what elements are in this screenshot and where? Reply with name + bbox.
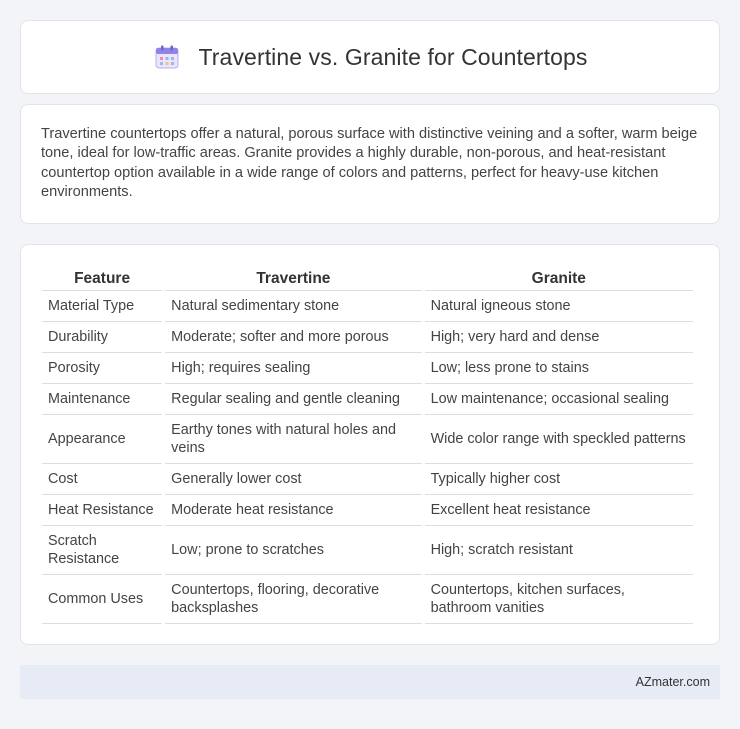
feature-cell: Common Uses — [42, 575, 162, 624]
granite-cell: High; very hard and dense — [425, 322, 693, 353]
table-row — [42, 353, 693, 384]
feature-cell: Heat Resistance — [42, 495, 162, 526]
granite-cell: High; scratch resistant — [425, 526, 693, 575]
footer-brand: AZmater.com — [635, 675, 710, 689]
title-card — [20, 20, 720, 94]
travertine-cell: Moderate heat resistance — [165, 495, 421, 526]
table-row — [42, 464, 693, 495]
travertine-cell: Low; prone to scratches — [165, 526, 421, 575]
table-row — [42, 384, 693, 415]
travertine-cell: Earthy tones with natural holes and veins — [165, 415, 421, 464]
table-row — [42, 495, 693, 526]
granite-cell: Excellent heat resistance — [425, 495, 693, 526]
table-row — [42, 322, 693, 353]
granite-cell: Low; less prone to stains — [425, 353, 693, 384]
feature-cell: Appearance — [42, 415, 162, 464]
table-row — [42, 526, 693, 575]
granite-cell: Countertops, kitchen surfaces, bathroom vanities — [425, 575, 693, 624]
table-row — [42, 415, 693, 464]
travertine-cell: High; requires sealing — [165, 353, 421, 384]
feature-cell: Material Type — [42, 291, 162, 322]
feature-cell: Cost — [42, 464, 162, 495]
table-header-row — [42, 265, 693, 291]
header-granite: Granite — [425, 265, 693, 291]
footer — [20, 665, 720, 699]
table-row — [42, 291, 693, 322]
travertine-cell: Generally lower cost — [165, 464, 421, 495]
granite-cell: Typically higher cost — [425, 464, 693, 495]
feature-cell: Durability — [42, 322, 162, 353]
feature-cell: Porosity — [42, 353, 162, 384]
comparison-card — [20, 244, 720, 645]
table-row — [42, 575, 693, 624]
travertine-cell: Regular sealing and gentle cleaning — [165, 384, 421, 415]
granite-cell: Low maintenance; occasional sealing — [425, 384, 693, 415]
travertine-cell: Countertops, flooring, decorative backsplashes — [165, 575, 421, 624]
calendar-icon — [153, 43, 181, 71]
granite-cell: Wide color range with speckled patterns — [425, 415, 693, 464]
travertine-cell: Moderate; softer and more porous — [165, 322, 421, 353]
intro-card — [20, 104, 720, 224]
granite-cell: Natural igneous stone — [425, 291, 693, 322]
comparison-table — [39, 265, 696, 624]
header-feature: Feature — [42, 265, 162, 291]
page-title: Travertine vs. Granite for Countertops — [198, 43, 588, 70]
feature-cell: Scratch Resistance — [42, 526, 162, 575]
header-travertine: Travertine — [165, 265, 421, 291]
intro-text: Travertine countertops offer a natural, porous surface with distinctive veining and a softer, warm beige tone, ideal for low-traffic areas. Granite provides a highly durable, non-porous, and heat-resistant countertop option available in a wide range of colors and patterns, perfect for heavy-use kitchen environments. — [41, 126, 698, 201]
travertine-cell: Natural sedimentary stone — [165, 291, 421, 322]
feature-cell: Maintenance — [42, 384, 162, 415]
